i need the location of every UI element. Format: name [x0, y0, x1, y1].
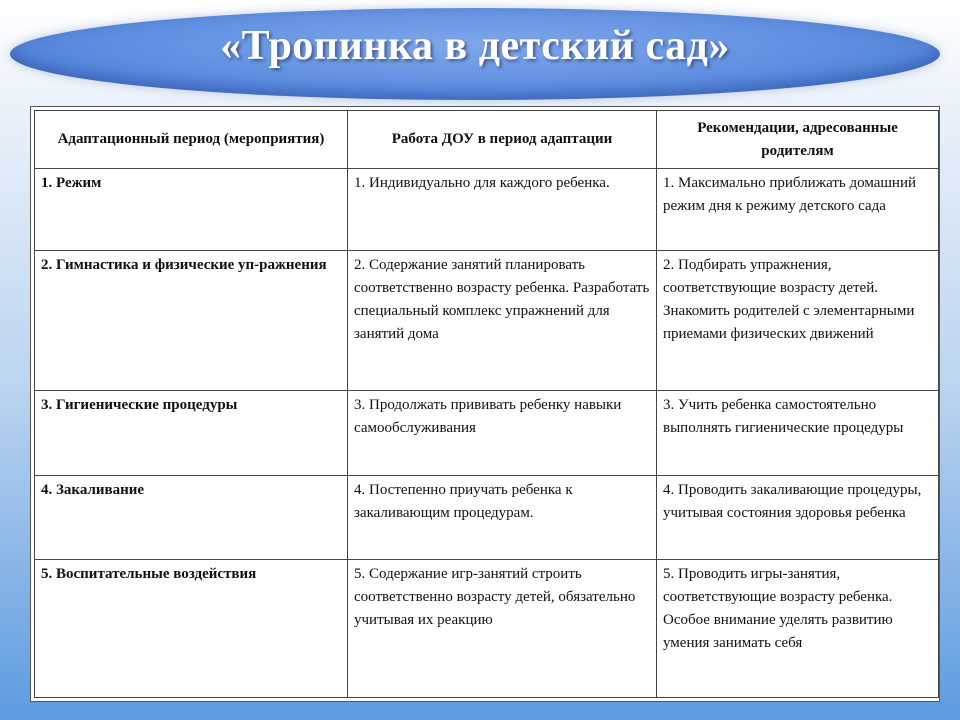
- cell-work: 5. Содержание игр-занятий строить соответственно возрасту детей, обязательно учитывая их реакцию: [348, 559, 657, 697]
- page-title: «Тропинка в детский сад»: [220, 23, 730, 69]
- header-advice: Рекомендации, адресованные родителям: [657, 111, 939, 169]
- cell-period: 5. Воспитательные воздействия: [35, 559, 348, 697]
- cell-advice: 1. Максимально приближать домашний режим дня к режиму детского сада: [657, 169, 939, 251]
- header-work: Работа ДОУ в период адаптации: [348, 111, 657, 169]
- cell-advice: 4. Проводить закаливающие процедуры, учитывая состояния здоровья ребенка: [657, 475, 939, 559]
- cell-work: 1. Индивидуально для каждого ребенка.: [348, 169, 657, 251]
- table-row: [35, 475, 939, 559]
- adaptation-table: [34, 110, 939, 698]
- cell-period: 2. Гимнастика и физические уп-ражнения: [35, 251, 348, 391]
- cell-advice: 2. Подбирать упражнения, соответствующие возрасту детей. Знакомить родителей с элементарными приемами физических движений: [657, 251, 939, 391]
- cell-work: 2. Содержание занятий планировать соответственно возрасту ребенка. Разработать специальный комплекс упражнений для занятий дома: [348, 251, 657, 391]
- table-row: [35, 169, 939, 251]
- cell-work: 4. Постепенно приучать ребенка к закаливающим процедурам.: [348, 475, 657, 559]
- cell-advice: 3. Учить ребенка самостоятельно выполнять гигиенические процедуры: [657, 391, 939, 475]
- cell-period: 4. Закаливание: [35, 475, 348, 559]
- adaptation-table-container: [30, 106, 940, 702]
- table-row: [35, 391, 939, 475]
- cell-work: 3. Продолжать прививать ребенку навыки самообслуживания: [348, 391, 657, 475]
- cell-period: 3. Гигиенические процедуры: [35, 391, 348, 475]
- table-row: [35, 559, 939, 697]
- table-row: [35, 251, 939, 391]
- table-header-row: [35, 111, 939, 169]
- header-period: Адаптационный период (мероприятия): [35, 111, 348, 169]
- cell-period: 1. Режим: [35, 169, 348, 251]
- cell-advice: 5. Проводить игры-занятия, соответствующие возрасту ребенка. Особое внимание уделять развитию умения занимать себя: [657, 559, 939, 697]
